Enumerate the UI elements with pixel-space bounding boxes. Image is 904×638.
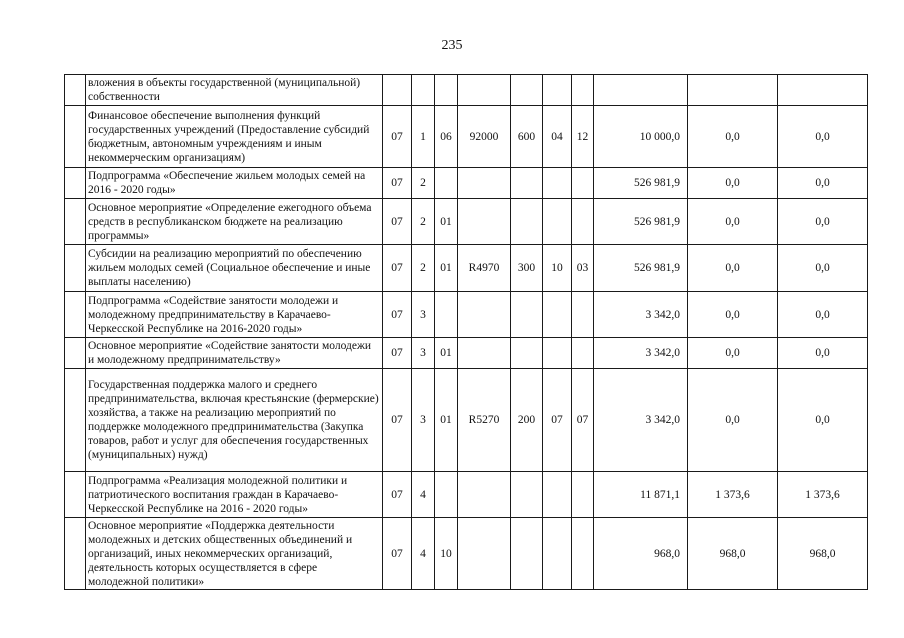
amount-year-3: 1 373,6 bbox=[778, 472, 868, 518]
code-subprogram: 2 bbox=[412, 199, 435, 245]
amount-year-2: 0,0 bbox=[688, 168, 778, 199]
code-expense-type bbox=[511, 75, 543, 106]
amount-year-3: 0,0 bbox=[778, 199, 868, 245]
code-activity: 10 bbox=[435, 518, 458, 590]
row-margin-cell bbox=[65, 292, 86, 338]
table-row bbox=[65, 168, 868, 199]
code-activity: 01 bbox=[435, 245, 458, 292]
amount-year-1: 3 342,0 bbox=[594, 369, 688, 472]
row-margin-cell bbox=[65, 369, 86, 472]
code-target bbox=[458, 168, 511, 199]
code-subsection bbox=[572, 518, 594, 590]
row-description: Государственная поддержка малого и среднего предпринимательства, включая крестьянские (фермерские) хозяйства, а также на реализацию мероприятий по поддержке молодежного предпринимательства (Закупка товаров, работ и услуг для обеспечения государственных (муниципальных) нужд) bbox=[86, 369, 383, 472]
page-number: 235 bbox=[441, 38, 463, 53]
code-section: 07 bbox=[543, 369, 572, 472]
code-activity: 01 bbox=[435, 369, 458, 472]
row-description: Основное мероприятие «Определение ежегодного объема средств в республиканском бюджете на реализацию программы» bbox=[86, 199, 383, 245]
code-expense-type bbox=[511, 472, 543, 518]
code-chapter: 07 bbox=[383, 199, 412, 245]
amount-year-3: 0,0 bbox=[778, 369, 868, 472]
amount-year-1: 526 981,9 bbox=[594, 245, 688, 292]
code-subsection bbox=[572, 292, 594, 338]
code-chapter: 07 bbox=[383, 292, 412, 338]
code-target: R4970 bbox=[458, 245, 511, 292]
code-expense-type bbox=[511, 199, 543, 245]
code-expense-type: 600 bbox=[511, 106, 543, 168]
amount-year-2: 0,0 bbox=[688, 106, 778, 168]
amount-year-1: 968,0 bbox=[594, 518, 688, 590]
row-description: Подпрограмма «Реализация молодежной политики и патриотического воспитания граждан в Карачаево-Черкесской Республике на 2016 - 2020 годы» bbox=[86, 472, 383, 518]
code-section bbox=[543, 168, 572, 199]
code-expense-type bbox=[511, 168, 543, 199]
code-section: 04 bbox=[543, 106, 572, 168]
code-section bbox=[543, 75, 572, 106]
code-activity: 01 bbox=[435, 338, 458, 369]
table-row bbox=[65, 245, 868, 292]
amount-year-2: 0,0 bbox=[688, 292, 778, 338]
code-target: 92000 bbox=[458, 106, 511, 168]
code-section bbox=[543, 199, 572, 245]
table-row bbox=[65, 518, 868, 590]
amount-year-3: 0,0 bbox=[778, 292, 868, 338]
amount-year-3: 0,0 bbox=[778, 245, 868, 292]
code-expense-type: 200 bbox=[511, 369, 543, 472]
code-chapter bbox=[383, 75, 412, 106]
code-chapter: 07 bbox=[383, 168, 412, 199]
code-target bbox=[458, 338, 511, 369]
code-chapter: 07 bbox=[383, 369, 412, 472]
amount-year-2: 0,0 bbox=[688, 245, 778, 292]
code-chapter: 07 bbox=[383, 518, 412, 590]
code-activity bbox=[435, 292, 458, 338]
table-row bbox=[65, 292, 868, 338]
amount-year-2: 0,0 bbox=[688, 199, 778, 245]
amount-year-2: 0,0 bbox=[688, 338, 778, 369]
amount-year-3: 0,0 bbox=[778, 168, 868, 199]
code-target bbox=[458, 75, 511, 106]
row-margin-cell bbox=[65, 338, 86, 369]
code-section bbox=[543, 292, 572, 338]
table-row bbox=[65, 338, 868, 369]
code-subprogram: 2 bbox=[412, 168, 435, 199]
code-subprogram: 2 bbox=[412, 245, 435, 292]
table-row bbox=[65, 369, 868, 472]
row-description: Финансовое обеспечение выполнения функций государственных учреждений (Предоставление субсидий бюджетным, автономным учреждениям и иным некоммерческим организациям) bbox=[86, 106, 383, 168]
code-target bbox=[458, 292, 511, 338]
amount-year-1: 3 342,0 bbox=[594, 292, 688, 338]
code-subprogram bbox=[412, 75, 435, 106]
code-subsection bbox=[572, 75, 594, 106]
code-chapter: 07 bbox=[383, 106, 412, 168]
amount-year-1: 3 342,0 bbox=[594, 338, 688, 369]
row-margin-cell bbox=[65, 518, 86, 590]
code-expense-type bbox=[511, 292, 543, 338]
row-margin-cell bbox=[65, 245, 86, 292]
code-chapter: 07 bbox=[383, 245, 412, 292]
amount-year-1 bbox=[594, 75, 688, 106]
amount-year-1: 11 871,1 bbox=[594, 472, 688, 518]
code-expense-type bbox=[511, 338, 543, 369]
code-activity bbox=[435, 168, 458, 199]
code-chapter: 07 bbox=[383, 338, 412, 369]
code-target: R5270 bbox=[458, 369, 511, 472]
code-subprogram: 3 bbox=[412, 292, 435, 338]
row-description: вложения в объекты государственной (муниципальной) собственности bbox=[86, 75, 383, 106]
code-subsection bbox=[572, 199, 594, 245]
table-row bbox=[65, 472, 868, 518]
amount-year-3 bbox=[778, 75, 868, 106]
code-subsection bbox=[572, 472, 594, 518]
code-activity bbox=[435, 75, 458, 106]
code-section bbox=[543, 518, 572, 590]
table-row bbox=[65, 75, 868, 106]
code-expense-type bbox=[511, 518, 543, 590]
code-target bbox=[458, 472, 511, 518]
table-row bbox=[65, 106, 868, 168]
code-subprogram: 4 bbox=[412, 472, 435, 518]
code-subsection: 12 bbox=[572, 106, 594, 168]
row-description: Подпрограмма «Обеспечение жильем молодых семей на 2016 - 2020 годы» bbox=[86, 168, 383, 199]
table-row bbox=[65, 199, 868, 245]
amount-year-3: 0,0 bbox=[778, 338, 868, 369]
code-subsection: 07 bbox=[572, 369, 594, 472]
code-chapter: 07 bbox=[383, 472, 412, 518]
table-body bbox=[65, 75, 868, 590]
code-subprogram: 4 bbox=[412, 518, 435, 590]
amount-year-1: 526 981,9 bbox=[594, 199, 688, 245]
code-activity bbox=[435, 472, 458, 518]
code-target bbox=[458, 199, 511, 245]
amount-year-1: 10 000,0 bbox=[594, 106, 688, 168]
code-section: 10 bbox=[543, 245, 572, 292]
amount-year-1: 526 981,9 bbox=[594, 168, 688, 199]
row-margin-cell bbox=[65, 106, 86, 168]
code-subprogram: 3 bbox=[412, 338, 435, 369]
budget-table bbox=[64, 74, 868, 590]
code-subprogram: 1 bbox=[412, 106, 435, 168]
row-description: Субсидии на реализацию мероприятий по обеспечению жильем молодых семей (Социальное обеспечение и иные выплаты населению) bbox=[86, 245, 383, 292]
amount-year-2 bbox=[688, 75, 778, 106]
amount-year-2: 968,0 bbox=[688, 518, 778, 590]
code-section bbox=[543, 472, 572, 518]
amount-year-3: 0,0 bbox=[778, 106, 868, 168]
row-description: Основное мероприятие «Поддержка деятельности молодежных и детских общественных объединений и организаций, иных некоммерческих организаций, деятельность которых осуществляется в сфере молодежной политики» bbox=[86, 518, 383, 590]
code-expense-type: 300 bbox=[511, 245, 543, 292]
code-activity: 01 bbox=[435, 199, 458, 245]
code-target bbox=[458, 518, 511, 590]
code-activity: 06 bbox=[435, 106, 458, 168]
row-description: Основное мероприятие «Содействие занятости молодежи и молодежному предпринимательству» bbox=[86, 338, 383, 369]
row-margin-cell bbox=[65, 472, 86, 518]
code-subsection bbox=[572, 338, 594, 369]
code-subprogram: 3 bbox=[412, 369, 435, 472]
row-margin-cell bbox=[65, 75, 86, 106]
code-subsection bbox=[572, 168, 594, 199]
row-margin-cell bbox=[65, 168, 86, 199]
code-subsection: 03 bbox=[572, 245, 594, 292]
code-section bbox=[543, 338, 572, 369]
row-description: Подпрограмма «Содействие занятости молодежи и молодежному предпринимательству в Карачаево-Черкесской Республике на 2016-2020 годы» bbox=[86, 292, 383, 338]
amount-year-3: 968,0 bbox=[778, 518, 868, 590]
amount-year-2: 0,0 bbox=[688, 369, 778, 472]
amount-year-2: 1 373,6 bbox=[688, 472, 778, 518]
row-margin-cell bbox=[65, 199, 86, 245]
